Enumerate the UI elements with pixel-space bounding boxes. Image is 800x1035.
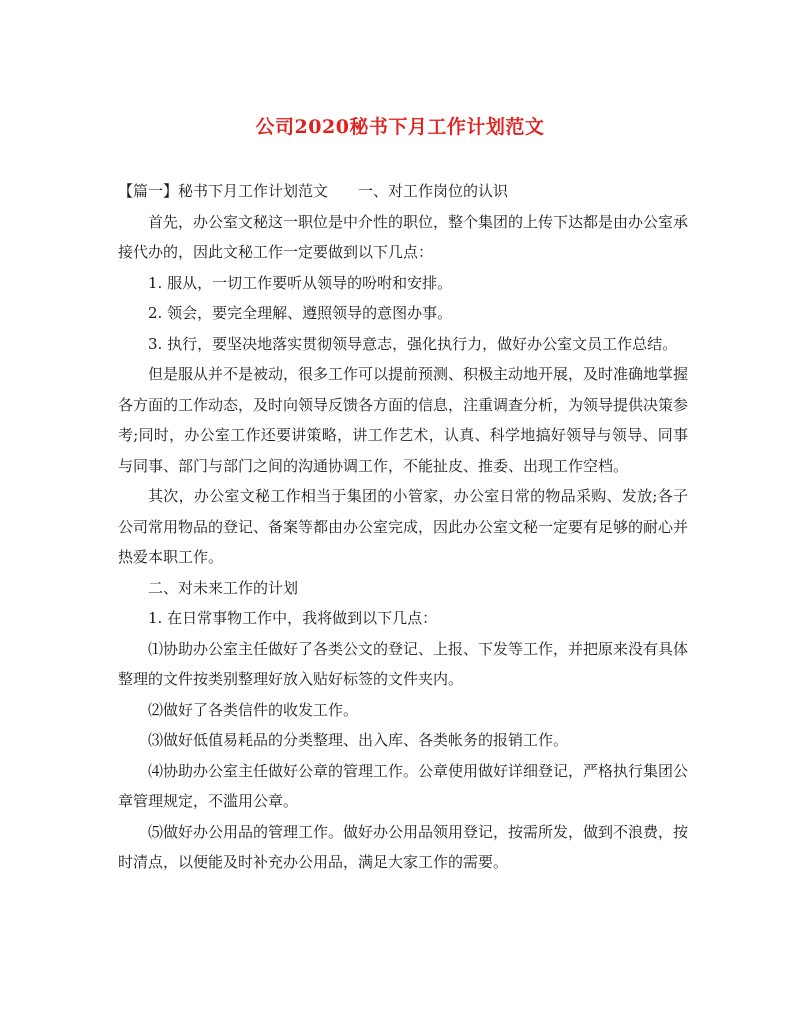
list-item: 1. 在日常事物工作中，我将做到以下几点： — [148, 609, 438, 627]
list-item: ⑷协助办公室主任做好公章的管理工作。公章使用做好详细登记，严格执行集团公章管理规定，不滥用公章。 — [118, 761, 689, 810]
list-item: ⑸做好办公用品的管理工作。做好办公用品领用登记，按需所发，做到不浪费，按时清点，以便能及时补充办公用品，满足大家工作的需要。 — [118, 822, 689, 871]
section-heading: 一、对工作岗位的认识 — [358, 182, 509, 200]
document-body — [118, 176, 688, 878]
list-item: ⑶做好低值易耗品的分类整理、出入库、各类帐务的报销工作。 — [148, 731, 569, 749]
paragraph: 首先，办公室文秘这一职位是中介性的职位，整个集团的上传下达都是由办公室承接代办的，因此文秘工作一定要做到以下几点： — [118, 212, 689, 261]
section-heading-line — [118, 176, 688, 207]
document-title: 公司2020秘书下月工作计划范文 — [255, 116, 545, 138]
paragraph: 但是服从并不是被动，很多工作可以提前预测、积极主动地开展，及时准确地掌握各方面的工作动态，及时向领导反馈各方面的信息，注重调查分析，为领导提供决策参考;同时，办公室工作还要讲策略，讲工作艺术，认真、科学地搞好领导与领导、同事与同事、部门与部门之间的沟通协调工作，不能扯皮、推委、出现工作空档。 — [118, 365, 689, 475]
list-item: ⑴协助办公室主任做好了各类公文的登记、上报、下发等工作，并把原来没有具体整理的文件按类别整理好放入贴好标签的文件夹内。 — [118, 639, 689, 688]
chapter-label: 【篇一】秘书下月工作计划范文 — [118, 182, 329, 200]
list-item: 2. 领会，要完全理解、遵照领导的意图办事。 — [148, 304, 453, 322]
list-item: 3. 执行，要坚决地落实贯彻领导意志，强化执行力，做好办公室文员工作总结。 — [148, 334, 678, 353]
list-item: ⑵做好了各类信件的收发工作。 — [148, 700, 359, 719]
section-heading: 二、对未来工作的计划 — [148, 578, 299, 597]
paragraph: 其次，办公室文秘工作相当于集团的小管家，办公室日常的物品采购、发放;各子公司常用物品的登记、备案等都由办公室完成，因此办公室文秘一定要有足够的耐心并热爱本职工作。 — [118, 487, 689, 566]
list-item: 1. 服从，一切工作要听从领导的吩咐和安排。 — [148, 273, 453, 292]
